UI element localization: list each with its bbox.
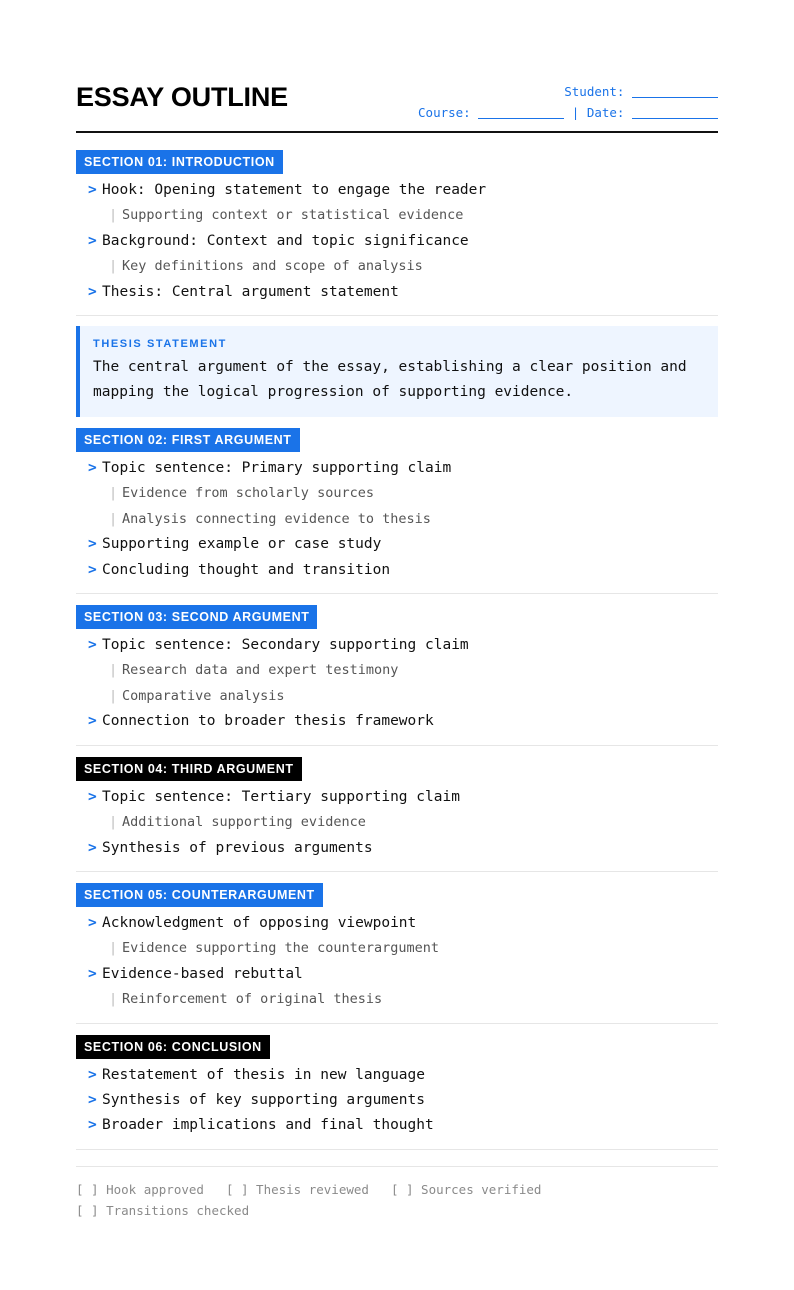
pipe-marker: |	[109, 258, 118, 275]
subitem-text: Supporting context or statistical evidence	[122, 207, 464, 224]
chevron-right-icon: >	[88, 1066, 97, 1083]
outline-item	[76, 785, 718, 810]
section-first-argument	[76, 428, 718, 594]
item-text: Broader implications and final thought	[102, 1117, 434, 1134]
section-badge: SECTION 01: INTRODUCTION	[76, 150, 283, 174]
item-text: Background: Context and topic significance	[102, 232, 469, 249]
chevron-right-icon: >	[88, 713, 97, 730]
chevron-right-icon: >	[88, 283, 97, 300]
subitem-text: Evidence from scholarly sources	[122, 485, 374, 502]
chevron-right-icon: >	[88, 182, 97, 198]
section-badge: SECTION 06: CONCLUSION	[76, 1035, 270, 1059]
essay-outline-page	[76, 0, 718, 1221]
section-conclusion	[76, 1035, 718, 1150]
outline-item	[76, 280, 718, 305]
outline-item	[76, 456, 718, 481]
thesis-text: The central argument of the essay, establishing a clear position and mapping the logical progression of supporting evidence.	[93, 359, 687, 401]
outline-item	[76, 1063, 718, 1088]
pipe-marker: |	[109, 485, 118, 502]
item-text: Concluding thought and transition	[102, 561, 391, 578]
outline-item	[76, 229, 718, 254]
outline-item	[76, 1113, 718, 1138]
outline-item	[76, 178, 718, 203]
outline-subitem	[76, 481, 718, 506]
date-label: Date:	[586, 105, 625, 120]
outline-item	[76, 633, 718, 658]
course-blank[interactable]	[478, 106, 564, 119]
outline-subitem	[76, 507, 718, 532]
item-text: Supporting example or case study	[102, 536, 382, 553]
pipe-marker: |	[109, 940, 118, 957]
chevron-right-icon: >	[88, 965, 97, 982]
page-title: ESSAY OUTLINE	[76, 82, 288, 112]
pipe-marker: |	[109, 510, 118, 527]
section-third-argument	[76, 757, 718, 872]
item-text: Restatement of thesis in new language	[102, 1066, 426, 1083]
course-date-line	[418, 102, 718, 123]
student-label: Student:	[564, 84, 625, 99]
chevron-right-icon: >	[88, 788, 97, 805]
section-counterargument	[76, 883, 718, 1024]
section-introduction	[76, 150, 718, 316]
pipe-marker: |	[109, 991, 118, 1008]
pipe-marker: |	[109, 662, 118, 679]
pipe-marker: |	[109, 207, 118, 224]
pipe-marker: |	[109, 687, 118, 704]
thesis-statement-box	[76, 326, 718, 417]
course-label: Course:	[418, 105, 471, 120]
item-text: Evidence-based rebuttal	[102, 965, 303, 982]
outline-subitem	[76, 936, 718, 961]
section-badge: SECTION 04: THIRD ARGUMENT	[76, 757, 302, 781]
student-line	[418, 81, 718, 102]
checklist-item-thesis[interactable]: [ ] Thesis reviewed	[225, 1181, 369, 1197]
section-badge: SECTION 02: FIRST ARGUMENT	[76, 428, 300, 452]
item-text: Thesis: Central argument statement	[102, 283, 399, 300]
section-badge: SECTION 03: SECOND ARGUMENT	[76, 605, 317, 629]
chevron-right-icon: >	[88, 839, 97, 856]
item-text: Topic sentence: Tertiary supporting claim	[102, 788, 460, 805]
outline-item	[76, 962, 718, 987]
document-header	[76, 78, 718, 133]
student-info	[418, 81, 718, 123]
item-text: Acknowledgment of opposing viewpoint	[102, 914, 417, 931]
outline-subitem	[76, 684, 718, 709]
chevron-right-icon: >	[88, 536, 97, 553]
section-badge: SECTION 05: COUNTERARGUMENT	[76, 883, 323, 907]
chevron-right-icon: >	[88, 561, 97, 578]
subitem-text: Key definitions and scope of analysis	[122, 258, 423, 275]
item-text: Topic sentence: Primary supporting claim	[102, 460, 452, 477]
chevron-right-icon: >	[88, 1091, 97, 1108]
subitem-text: Analysis connecting evidence to thesis	[122, 510, 431, 527]
chevron-right-icon: >	[88, 232, 97, 249]
outline-subitem	[76, 254, 718, 279]
thesis-label: THESIS STATEMENT	[93, 338, 227, 351]
review-checklist	[76, 1166, 718, 1221]
item-text: Connection to broader thesis framework	[102, 713, 434, 730]
outline-subitem	[76, 658, 718, 683]
subitem-text: Evidence supporting the counterargument	[122, 940, 439, 957]
chevron-right-icon: >	[88, 460, 97, 477]
subitem-text: Research data and expert testimony	[122, 662, 399, 679]
outline-item	[76, 911, 718, 936]
student-blank[interactable]	[632, 85, 718, 98]
subitem-text: Additional supporting evidence	[122, 814, 366, 831]
item-text: Synthesis of previous arguments	[102, 839, 373, 856]
outline-item	[76, 558, 718, 583]
pipe-marker: |	[109, 814, 118, 831]
outline-subitem	[76, 203, 718, 228]
chevron-right-icon: >	[88, 1117, 97, 1134]
subitem-text: Comparative analysis	[122, 687, 285, 704]
checklist-item-hook[interactable]: [ ] Hook approved	[76, 1181, 204, 1197]
item-text: Synthesis of key supporting arguments	[102, 1091, 426, 1108]
checklist-item-transitions[interactable]: [ ] Transitions checked	[76, 1202, 250, 1218]
outline-subitem	[76, 810, 718, 835]
outline-item	[76, 836, 718, 861]
chevron-right-icon: >	[88, 914, 97, 931]
item-text: Topic sentence: Secondary supporting claim	[102, 637, 469, 654]
outline-item	[76, 1088, 718, 1113]
outline-item	[76, 709, 718, 734]
subitem-text: Reinforcement of original thesis	[122, 991, 383, 1008]
chevron-right-icon: >	[88, 637, 97, 654]
outline-subitem	[76, 987, 718, 1012]
item-text: Hook: Opening statement to engage the reader	[102, 182, 487, 198]
checklist-item-sources[interactable]: [ ] Sources verified	[390, 1181, 542, 1197]
section-second-argument	[76, 605, 718, 746]
outline-item	[76, 532, 718, 557]
meta-separator: |	[571, 105, 580, 120]
date-blank[interactable]	[632, 106, 718, 119]
